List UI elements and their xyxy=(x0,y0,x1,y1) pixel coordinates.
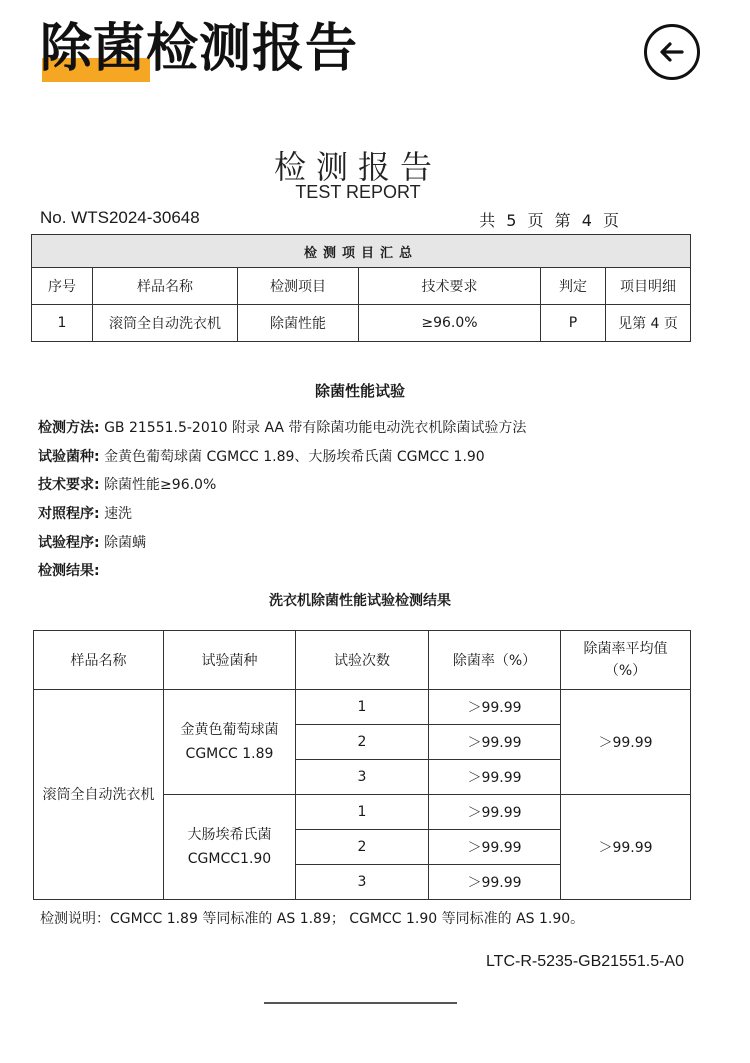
rate-cell: ＞99.99 xyxy=(429,830,561,865)
results-title: 洗衣机除菌性能试验检测结果 xyxy=(269,593,451,609)
rate-cell: ＞99.99 xyxy=(429,865,561,900)
info-label: 试验菌种: xyxy=(38,448,100,465)
rate-cell: ＞99.99 xyxy=(429,725,561,760)
rate-cell: ＞99.99 xyxy=(429,795,561,830)
info-label: 试验程序: xyxy=(38,534,100,551)
page-header xyxy=(0,0,750,100)
test-info xyxy=(38,414,526,586)
info-line xyxy=(38,471,526,500)
info-value: 除菌性能≥96.0% xyxy=(104,477,217,494)
info-value: GB 21551.5-2010 附录 AA 带有除菌功能电动洗衣机除菌试验方法 xyxy=(104,420,527,436)
trial-cell: 1 xyxy=(296,795,429,830)
strain-cell: 大肠埃希氏菌 CGMCC1.90 xyxy=(164,795,296,900)
sample-name-cell: 滚筒全自动洗衣机 xyxy=(34,690,164,900)
table-row xyxy=(34,690,691,725)
trial-cell: 2 xyxy=(296,830,429,865)
info-label: 对照程序: xyxy=(38,506,100,523)
summary-col-header: 判定 xyxy=(541,268,606,305)
info-line xyxy=(38,500,526,529)
page-title: 除菌检测报告 xyxy=(40,19,359,79)
test-note: 检测说明：CGMCC 1.89 等同标准的 AS 1.89； CGMCC 1.90 等同标准的 AS 1.90。 xyxy=(40,911,585,927)
trial-cell: 3 xyxy=(296,865,429,900)
trial-cell: 3 xyxy=(296,760,429,795)
info-line xyxy=(38,443,526,472)
trial-cell: 1 xyxy=(296,690,429,725)
info-label: 技术要求: xyxy=(38,477,100,494)
results-col-header: 样品名称 xyxy=(34,631,164,690)
table-cell: ≥96.0% xyxy=(359,305,541,342)
info-line xyxy=(38,529,526,558)
divider xyxy=(264,1002,457,1004)
info-value: 速洗 xyxy=(104,506,133,523)
table-row xyxy=(32,305,691,342)
summary-col-header: 检测项目 xyxy=(238,268,359,305)
info-value: 除菌螨 xyxy=(104,534,147,551)
results-col-header: 除菌率（%） xyxy=(429,631,561,690)
summary-table xyxy=(31,234,691,342)
info-label: 检测方法: xyxy=(38,420,100,436)
section-title: 除菌性能试验 xyxy=(314,382,405,400)
rate-cell: ＞99.99 xyxy=(429,760,561,795)
back-button[interactable] xyxy=(644,24,700,80)
table-cell: P xyxy=(541,305,606,342)
table-cell: 除菌性能 xyxy=(238,305,359,342)
info-line xyxy=(38,557,526,586)
average-cell: ＞99.99 xyxy=(561,795,691,900)
summary-col-header: 序号 xyxy=(32,268,93,305)
results-col-header: 除菌率平均值（%） xyxy=(561,631,691,690)
summary-heading: 检测项目汇总 xyxy=(32,235,691,268)
info-label: 检测结果: xyxy=(38,563,100,580)
report-subtitle: TEST REPORT xyxy=(295,182,421,202)
summary-col-header: 样品名称 xyxy=(93,268,238,305)
trial-cell: 2 xyxy=(296,725,429,760)
strain-cell: 金黄色葡萄球菌 CGMCC 1.89 xyxy=(164,690,296,795)
report-number: No. WTS2024-30648 xyxy=(40,208,200,227)
results-table xyxy=(33,630,691,900)
summary-col-header: 技术要求 xyxy=(359,268,541,305)
average-cell: ＞99.99 xyxy=(561,690,691,795)
report-title: 检测报告 xyxy=(273,148,442,186)
table-cell: 滚筒全自动洗衣机 xyxy=(93,305,238,342)
results-col-header: 试验次数 xyxy=(296,631,429,690)
info-line xyxy=(38,414,526,443)
results-col-header: 试验菌种 xyxy=(164,631,296,690)
page-info: 共 5 页 第 4 页 xyxy=(479,211,622,230)
rate-cell: ＞99.99 xyxy=(429,690,561,725)
document-code: LTC-R-5235-GB21551.5-A0 xyxy=(485,953,684,970)
table-cell: 1 xyxy=(32,305,93,342)
arrow-left-circle-icon xyxy=(656,36,688,68)
info-value: 金黄色葡萄球菌 CGMCC 1.89、大肠埃希氏菌 CGMCC 1.90 xyxy=(104,448,485,465)
summary-col-header: 项目明细 xyxy=(606,268,691,305)
table-cell: 见第 4 页 xyxy=(606,305,691,342)
